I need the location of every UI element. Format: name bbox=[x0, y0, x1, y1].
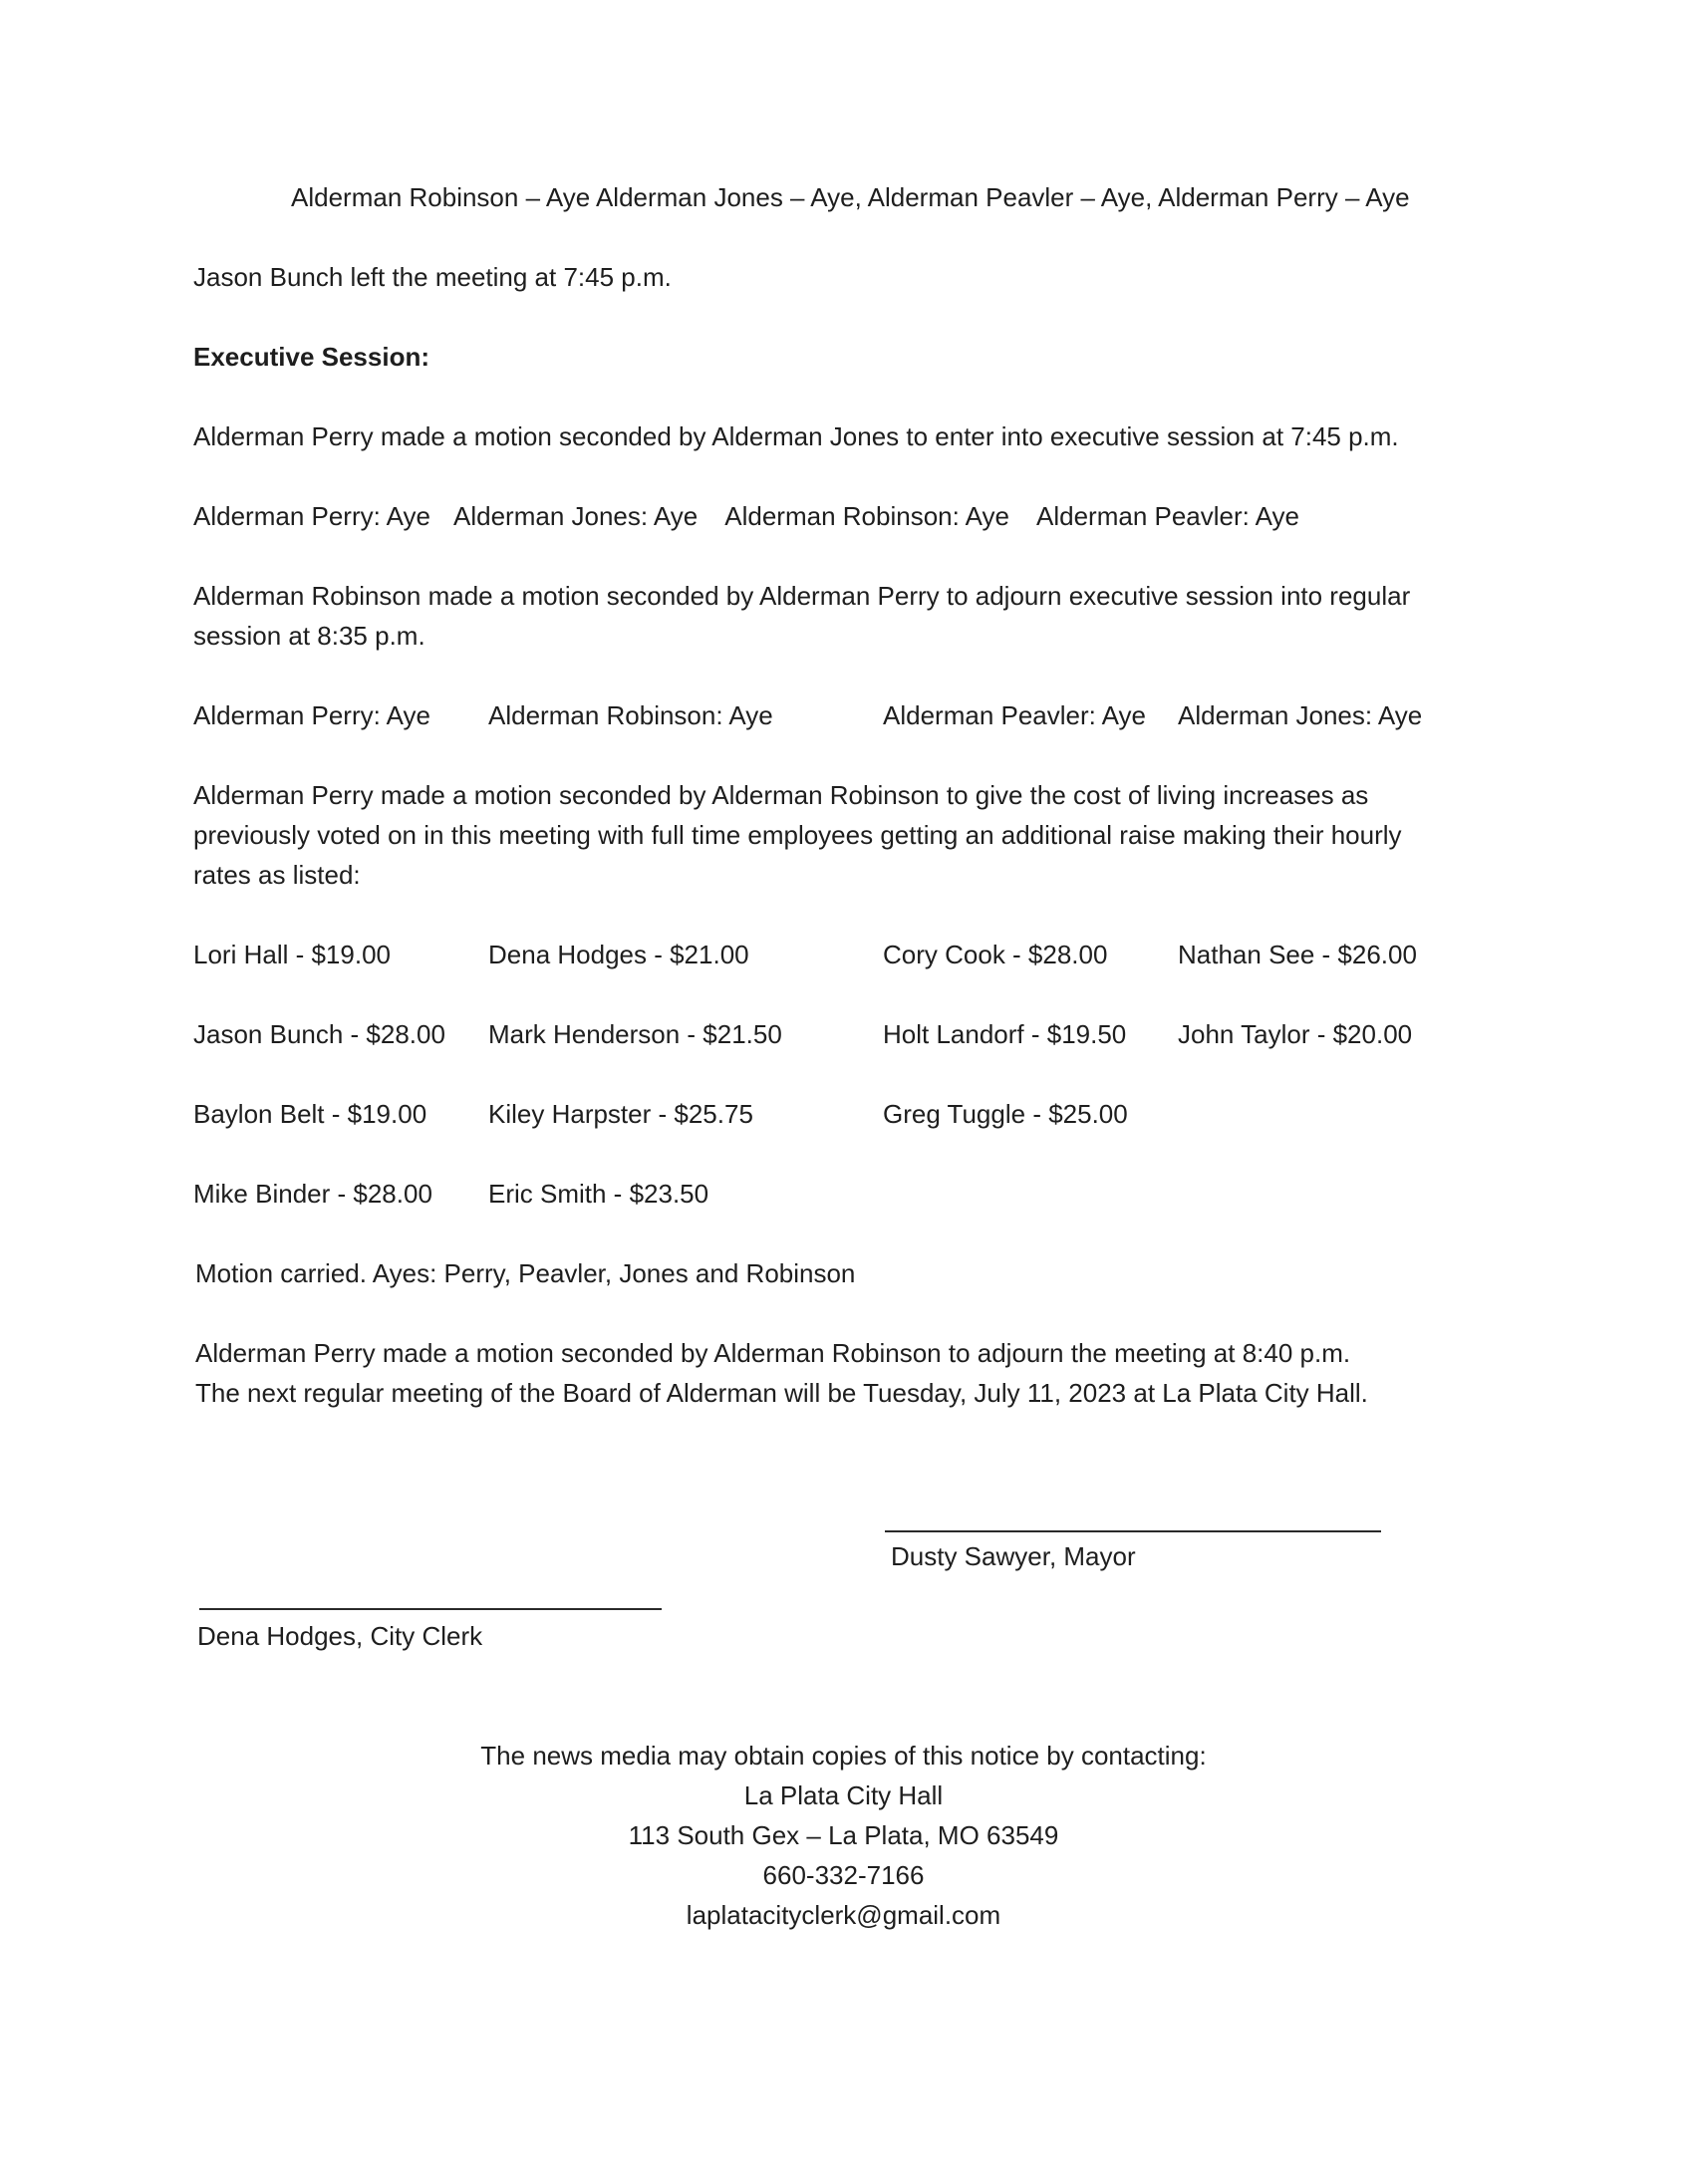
bunch-left-note: Jason Bunch left the meeting at 7:45 p.m. bbox=[193, 262, 672, 292]
vote-line-2 bbox=[193, 496, 1299, 536]
clerk-signature-label: Dena Hodges, City Clerk bbox=[197, 1621, 483, 1651]
rate-cell: John Taylor - $20.00 bbox=[1178, 1019, 1413, 1049]
vote-line-1: Alderman Robinson – Aye Alderman Jones – Aye, Alderman Peavler – Aye, Alderman Perry – Aye bbox=[291, 182, 1410, 212]
vote-peavler: Alderman Peavler: Aye bbox=[1036, 501, 1299, 531]
contact-block bbox=[0, 1736, 1687, 1935]
next-meeting-note: The next regular meeting of the Board of Alderman will be Tuesday, July 11, 2023 at La Plata City Hall. bbox=[195, 1378, 1368, 1408]
contact-email: laplatacityclerk@gmail.com bbox=[686, 1900, 1001, 1930]
vote-line-3-perry: Alderman Perry: Aye bbox=[193, 700, 430, 730]
motion-adjourn-executive: Alderman Robinson made a motion seconded by Alderman Perry to adjourn executive session into regular session at 8:35 p.m. bbox=[193, 581, 1411, 651]
rate-cell: Dena Hodges - $21.00 bbox=[488, 940, 749, 969]
rate-cell: Cory Cook - $28.00 bbox=[883, 940, 1108, 969]
vote-jones: Alderman Jones: Aye bbox=[453, 501, 699, 531]
contact-phone: 660-332-7166 bbox=[762, 1860, 925, 1890]
rate-cell: Mark Henderson - $21.50 bbox=[488, 1019, 782, 1049]
rate-cell: Kiley Harpster - $25.75 bbox=[488, 1099, 753, 1129]
clerk-signature-line bbox=[199, 1608, 662, 1610]
rate-cell: Nathan See - $26.00 bbox=[1178, 940, 1417, 969]
executive-session-heading: Executive Session: bbox=[193, 342, 429, 372]
motion-enter-executive: Alderman Perry made a motion seconded by Alderman Jones to enter into executive session at 7:45 p.m. bbox=[193, 421, 1399, 451]
vote-line-3-peavler: Alderman Peavler: Aye bbox=[883, 700, 1146, 730]
contact-office: La Plata City Hall bbox=[743, 1780, 944, 1810]
vote-line-3-jones: Alderman Jones: Aye bbox=[1178, 700, 1423, 730]
vote-perry: Alderman Perry: Aye bbox=[193, 501, 430, 531]
vote-robinson: Alderman Robinson: Aye bbox=[724, 501, 1009, 531]
rate-cell: Baylon Belt - $19.00 bbox=[193, 1099, 427, 1129]
motion-adjourn-meeting: Alderman Perry made a motion seconded by Alderman Robinson to adjourn the meeting at 8:40 p.m. bbox=[195, 1338, 1351, 1368]
rate-cell: Eric Smith - $23.50 bbox=[488, 1179, 709, 1209]
rate-cell: Mike Binder - $28.00 bbox=[193, 1179, 432, 1209]
motion-carried: Motion carried. Ayes: Perry, Peavler, Jones and Robinson bbox=[195, 1258, 856, 1288]
rate-cell: Jason Bunch - $28.00 bbox=[193, 1019, 445, 1049]
rate-cell: Holt Landorf - $19.50 bbox=[883, 1019, 1127, 1049]
motion-raises: Alderman Perry made a motion seconded by Alderman Robinson to give the cost of living increases as previously voted on in this meeting with full time employees getting an additional raise making their hourly rates as listed: bbox=[193, 780, 1402, 890]
rate-cell: Greg Tuggle - $25.00 bbox=[883, 1099, 1128, 1129]
contact-intro: The news media may obtain copies of this notice by contacting: bbox=[480, 1741, 1207, 1771]
vote-line-3-robinson: Alderman Robinson: Aye bbox=[488, 700, 773, 730]
rate-cell: Lori Hall - $19.00 bbox=[193, 940, 391, 969]
contact-address: 113 South Gex – La Plata, MO 63549 bbox=[628, 1820, 1059, 1850]
mayor-signature-label: Dusty Sawyer, Mayor bbox=[891, 1541, 1136, 1571]
mayor-signature-line bbox=[885, 1530, 1381, 1532]
